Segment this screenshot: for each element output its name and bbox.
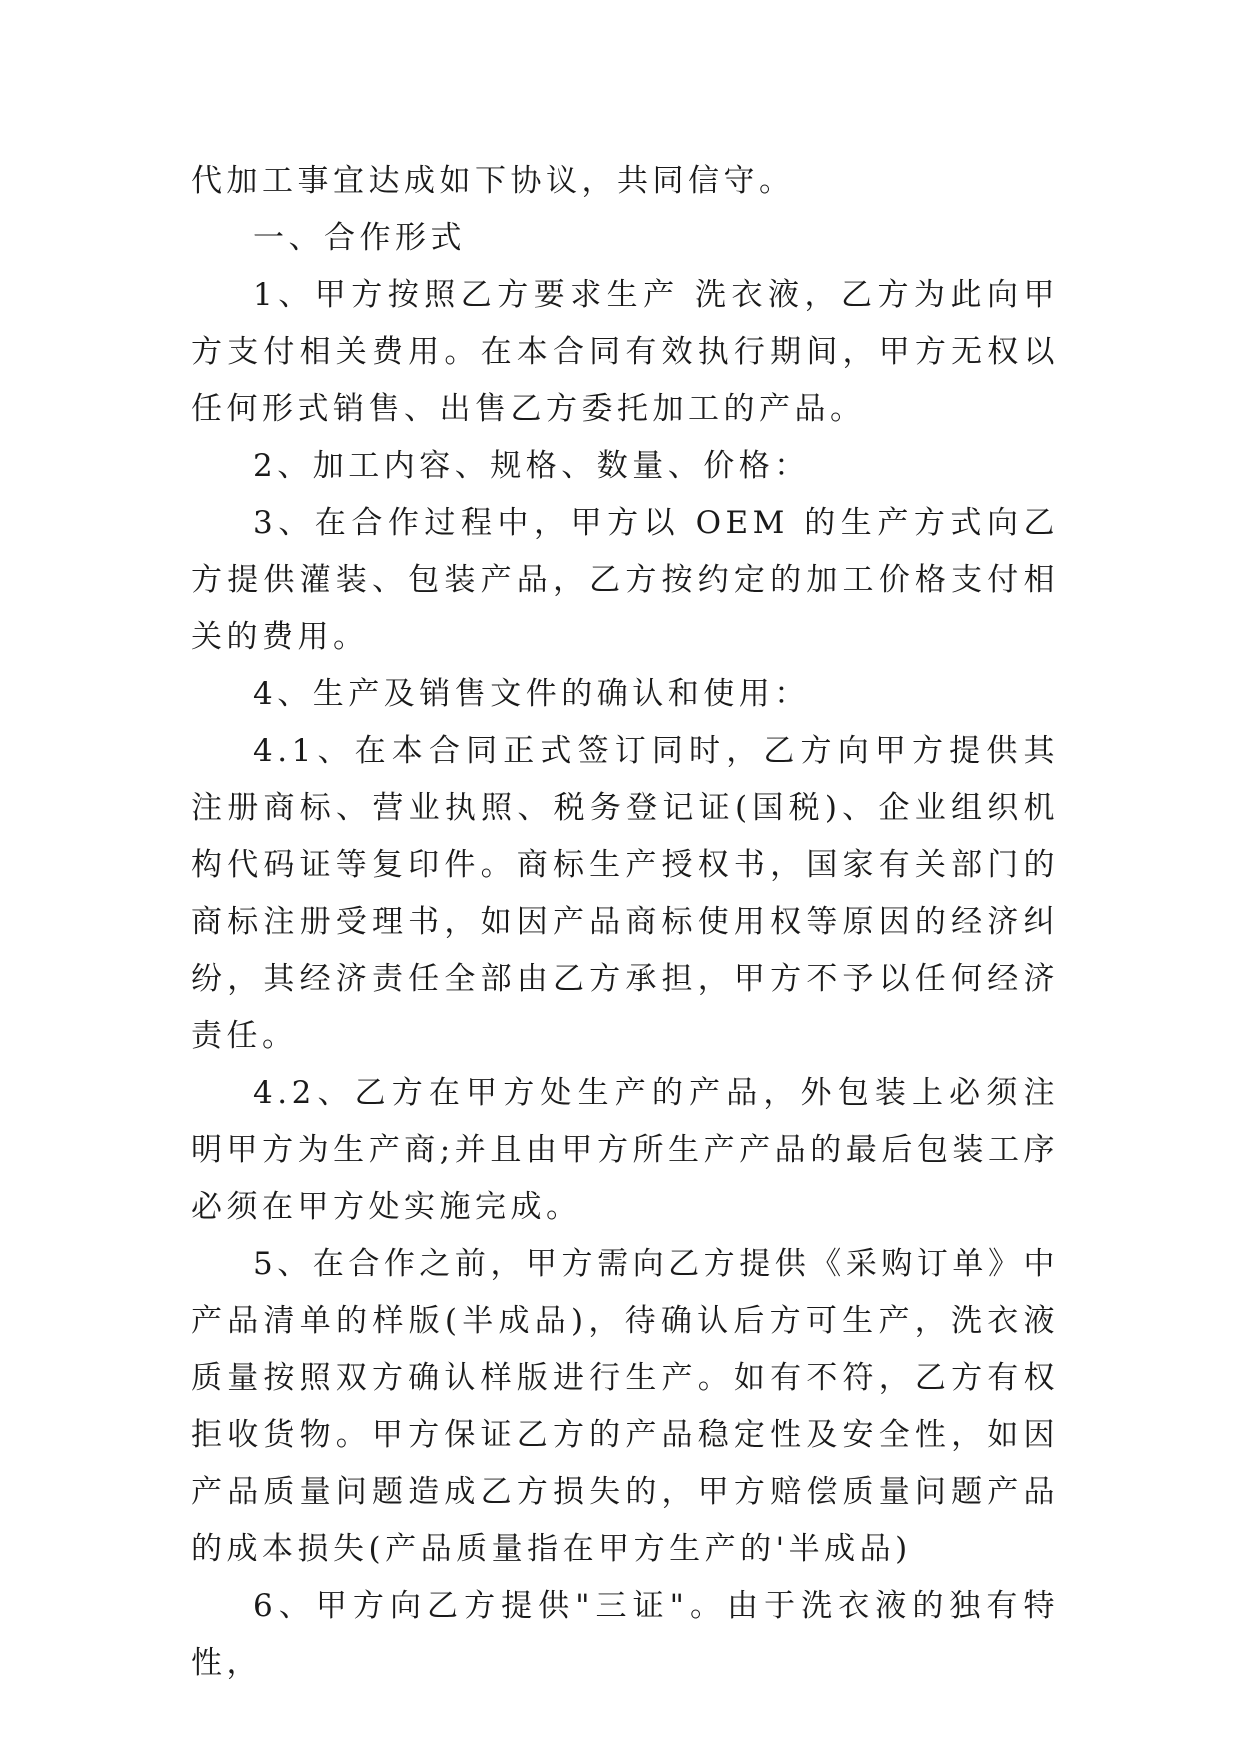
- paragraph-intro: 代加工事宜达成如下协议，共同信守。: [191, 163, 795, 199]
- document-body: [191, 153, 1059, 1692]
- clause-3: 3、在合作过程中，甲方以 OEM 的生产方式向乙方提供灌装、包装产品，乙方按约定的加工价格支付相关的费用。: [191, 505, 1059, 655]
- clause-5: 5、在合作之前，甲方需向乙方提供《采购订单》中产品清单的样版(半成品)，待确认后方可生产，洗衣液质量按照双方确认样版进行生产。如有不符，乙方有权拒收货物。甲方保证乙方的产品稳定性及安全性，如因产品质量问题造成乙方损失的，甲方赔偿质量问题产品的成本损失(产品质量指在甲方生产的'半成品): [191, 1246, 1059, 1567]
- clause-2: 2、加工内容、规格、数量、价格：: [253, 448, 810, 484]
- clause-4-2: 4.2、乙方在甲方处生产的产品，外包装上必须注明甲方为生产商;并且由甲方所生产产品的最后包装工序必须在甲方处实施完成。: [191, 1075, 1059, 1225]
- clause-4: 4、生产及销售文件的确认和使用：: [253, 676, 810, 712]
- section-heading-cooperation-form: 一、合作形式: [253, 220, 466, 256]
- clause-6: 6、甲方向乙方提供"三证"。由于洗衣液的独有特性，: [191, 1588, 1059, 1681]
- clause-1: 1、甲方按照乙方要求生产 洗衣液，乙方为此向甲方支付相关费用。在本合同有效执行期间，甲方无权以任何形式销售、出售乙方委托加工的产品。: [191, 277, 1059, 427]
- clause-4-1: 4.1、在本合同正式签订同时，乙方向甲方提供其注册商标、营业执照、税务登记证(国税)、企业组织机构代码证等复印件。商标生产授权书，国家有关部门的商标注册受理书，如因产品商标使用权等原因的经济纠纷，其经济责任全部由乙方承担，甲方不予以任何经济责任。: [191, 733, 1059, 1054]
